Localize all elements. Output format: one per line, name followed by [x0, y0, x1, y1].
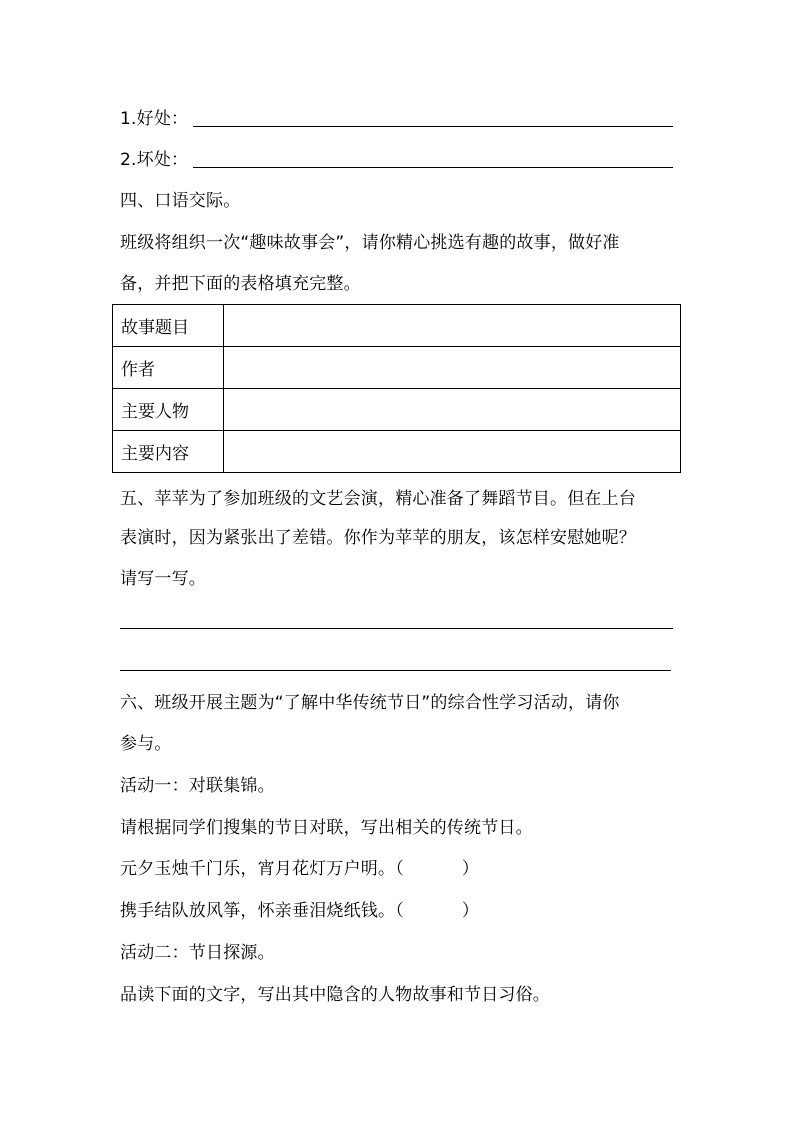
table-row [113, 347, 681, 389]
bad-answer-line[interactable] [193, 167, 673, 168]
section4-heading: 四、口语交际。 [120, 191, 241, 211]
couplet-1: 元夕玉烛千门乐，宵月花灯万户明。 [120, 859, 396, 879]
paren-close: ） [461, 859, 480, 879]
table-row [113, 389, 681, 431]
section6-line2: 参与。 [120, 734, 172, 754]
story-title-cell[interactable] [224, 305, 681, 347]
main-characters-cell[interactable] [224, 389, 681, 431]
couplet-2: 携手结队放风筝，怀亲垂泪烧纸钱。 [120, 901, 396, 921]
section5-line2: 表演时，因为紧张出了差错。你作为苹苹的朋友，该怎样安慰她呢？ [120, 528, 636, 548]
story-title-label: 故事题目 [113, 305, 224, 347]
activity2-heading: 活动二：节日探源。 [120, 943, 275, 963]
good-label: 1.好处： [120, 109, 189, 129]
section5-line3: 请写一写。 [120, 569, 206, 589]
bad-label: 2.坏处： [120, 150, 189, 170]
author-cell[interactable] [224, 347, 681, 389]
main-content-label: 主要内容 [113, 431, 224, 473]
activity2-instruction: 品读下面的文字，写出其中隐含的人物故事和节日习俗。 [120, 985, 550, 1005]
section5-line1: 五、苹苹为了参加班级的文艺会演，精心准备了舞蹈节目。但在上台 [120, 489, 636, 509]
section4-prompt-line1: 班级将组织一次“趣味故事会”，请你精心挑选有趣的故事，做好准 [120, 233, 620, 253]
main-characters-label: 主要人物 [113, 389, 224, 431]
story-info-table [112, 304, 681, 473]
couplet-2-line [120, 900, 479, 922]
answer-line-1[interactable] [120, 628, 673, 629]
paren-open: （ [395, 859, 404, 879]
table-row [113, 305, 681, 347]
section4-prompt-line2: 备，并把下面的表格填充完整。 [120, 274, 361, 294]
couplet-1-line [120, 858, 479, 880]
table-row [113, 431, 681, 473]
activity1-heading: 活动一：对联集锦。 [120, 776, 275, 796]
paren-close: ） [461, 901, 480, 921]
section6-line1: 六、班级开展主题为“了解中华传统节日”的综合性学习活动，请你 [120, 693, 620, 713]
paren-open: （ [395, 901, 404, 921]
author-label: 作者 [113, 347, 224, 389]
main-content-cell[interactable] [224, 431, 681, 473]
activity1-instruction: 请根据同学们搜集的节日对联，写出相关的传统节日。 [120, 818, 533, 838]
good-answer-line[interactable] [193, 126, 673, 127]
answer-line-2[interactable] [120, 670, 671, 671]
